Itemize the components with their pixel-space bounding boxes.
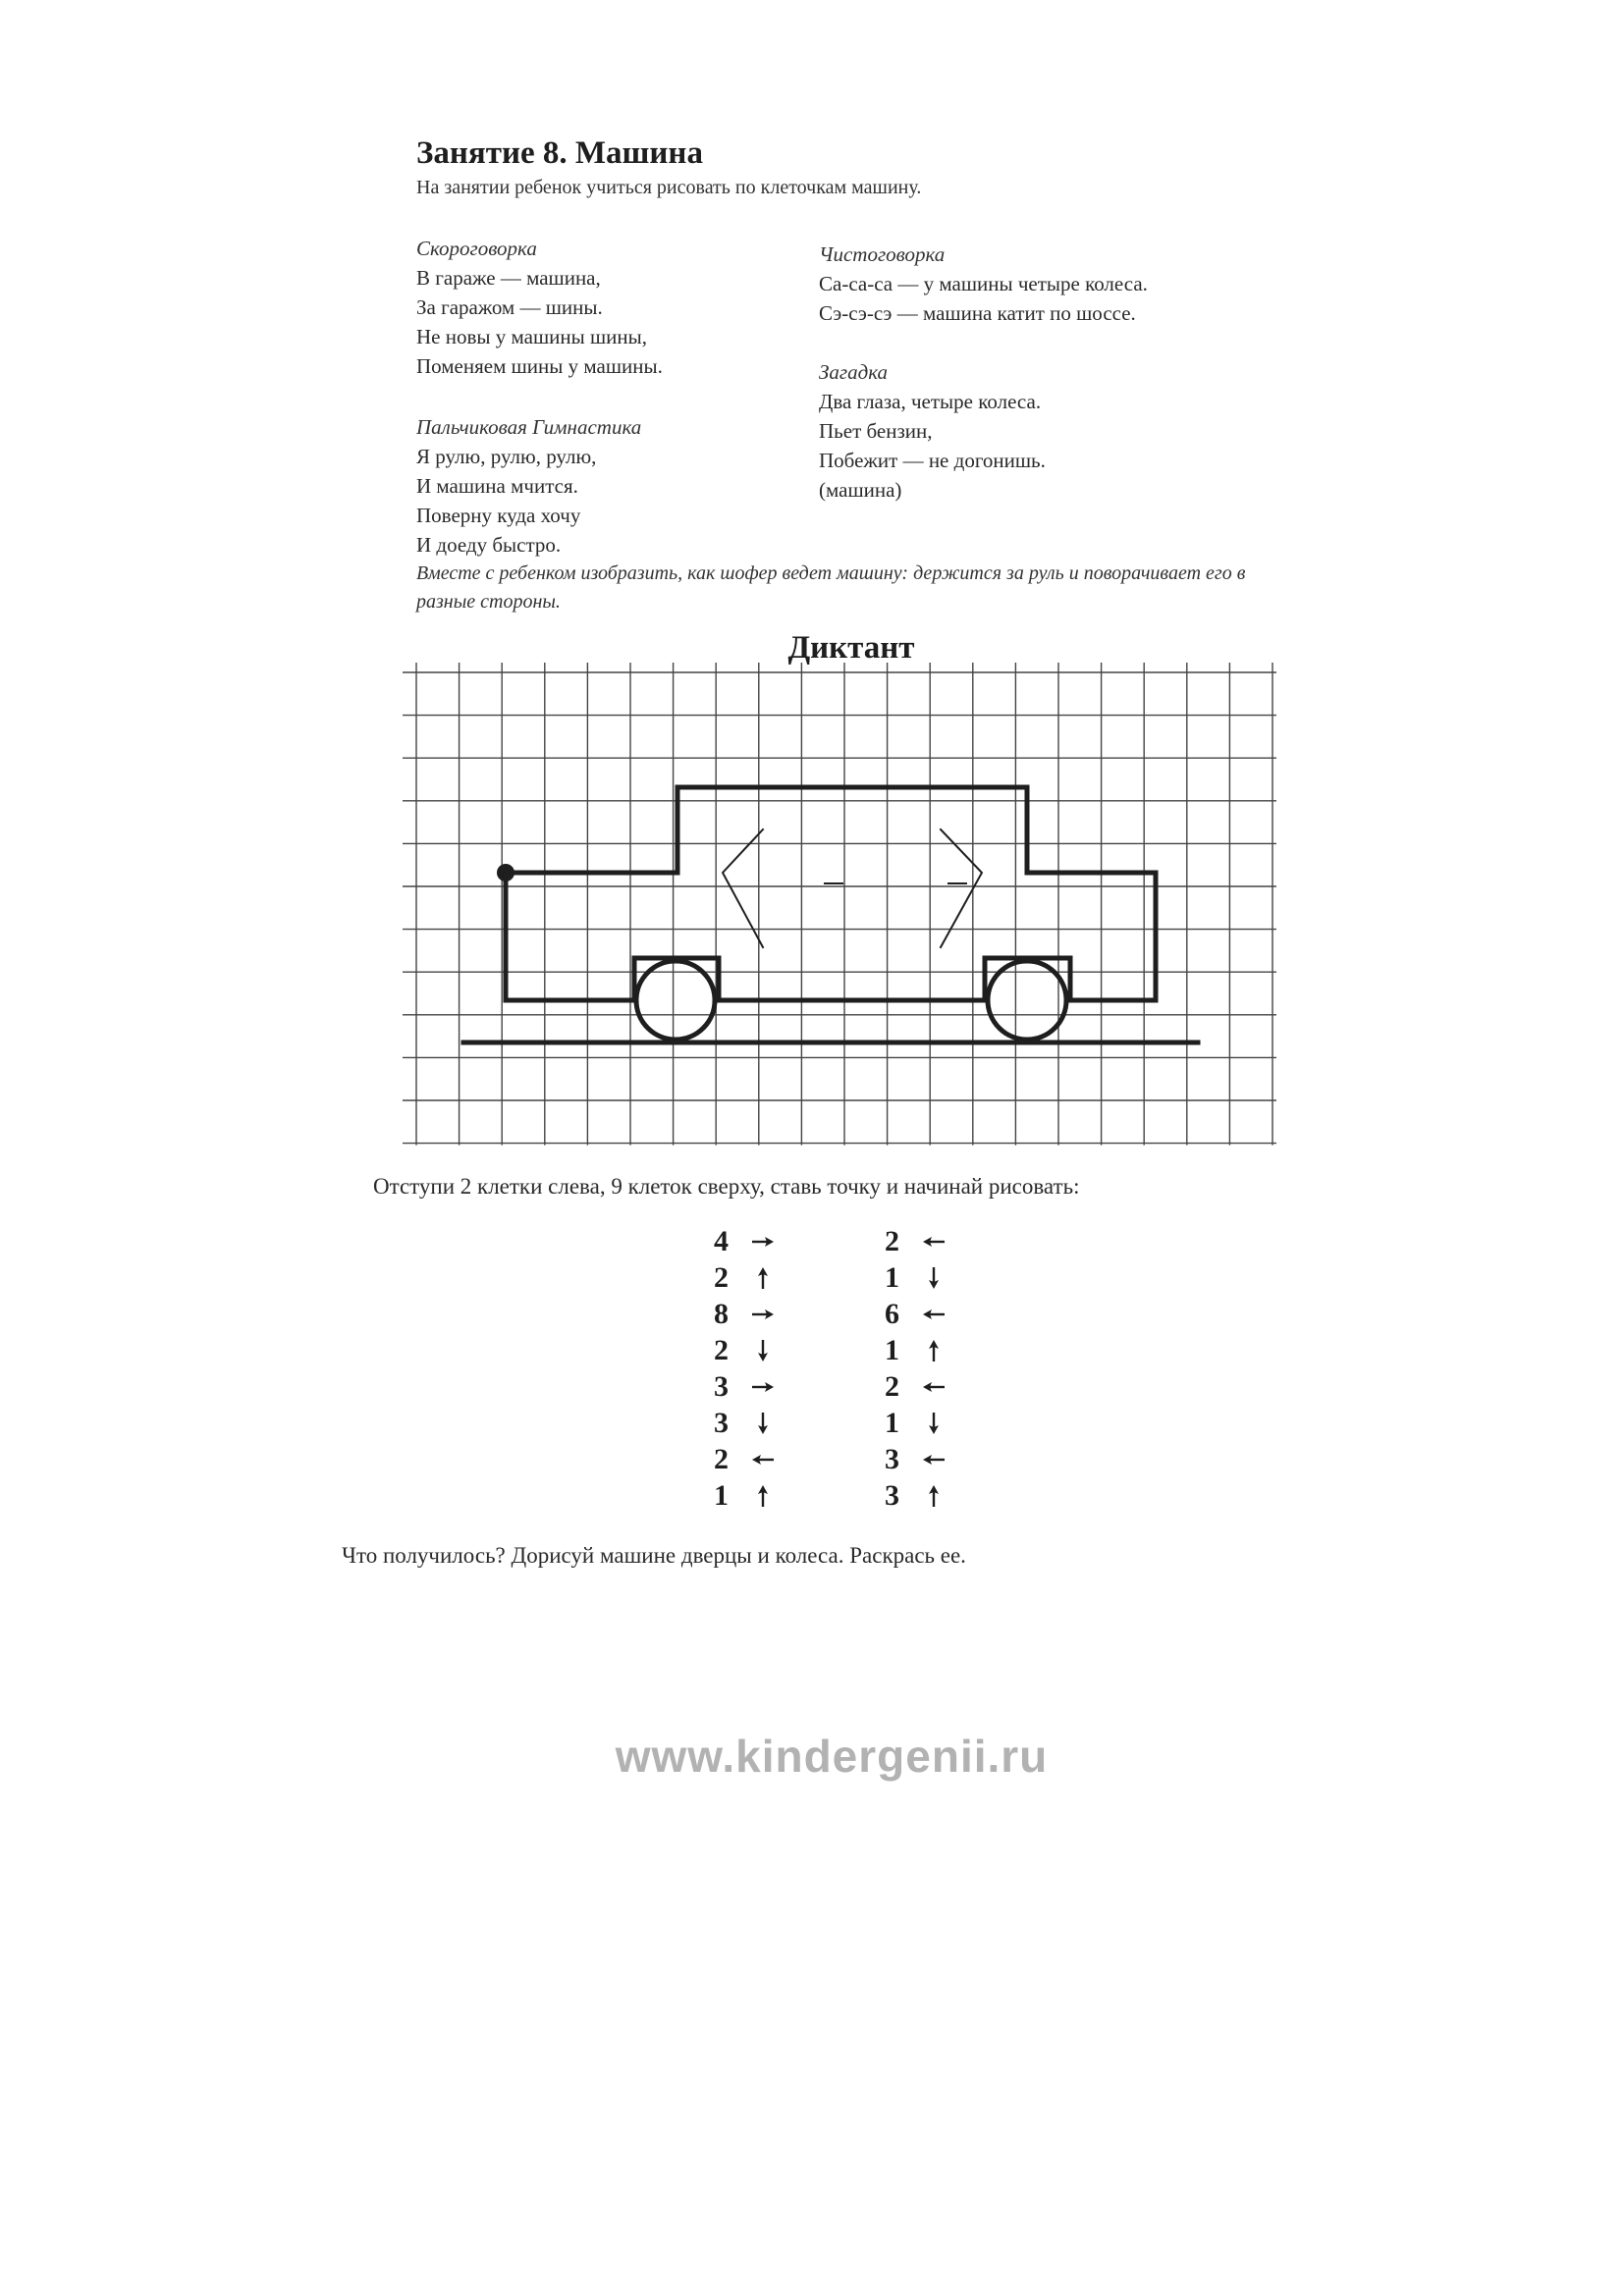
arrow-down-icon (750, 1411, 776, 1436)
tongue-twister-line: Не новы у машины шины, (416, 325, 647, 348)
front-wheel (636, 961, 715, 1040)
arrow-left-icon (921, 1374, 947, 1400)
arrow-left-icon (921, 1447, 947, 1472)
step-count: 2 (885, 1370, 899, 1403)
lesson-title: Занятие 8. Машина (416, 135, 703, 171)
pure-phrase-line: Сэ-сэ-сэ — машина катит по шоссе. (819, 301, 1136, 325)
step-count: 3 (885, 1479, 899, 1512)
dictation-instruction: Отступи 2 клетки слева, 9 клеток сверху, ставь точку и начинай рисовать: (373, 1174, 1080, 1199)
finger-gym-line: Я рулю, рулю, рулю, (416, 445, 597, 468)
lesson-intro: На занятии ребенок учиться рисовать по клеточкам машину. (416, 177, 922, 198)
pure-phrase-heading: Чистоговорка (819, 242, 946, 266)
step-count: 3 (885, 1443, 899, 1475)
arrow-left-icon (750, 1447, 776, 1472)
riddle-answer: (машина) (819, 478, 902, 502)
arrow-up-icon (921, 1338, 947, 1363)
finger-gym-line: Поверну куда хочу (416, 504, 581, 527)
dictation-question: Что получилось? Дорисуй машине дверцы и колеса. Раскрась ее. (342, 1543, 966, 1568)
riddle-line: Побежит — не догонишь. (819, 449, 1046, 472)
arrow-right-icon (750, 1374, 776, 1400)
arrow-right-icon (750, 1229, 776, 1255)
tongue-twister-line: В гараже — машина, (416, 266, 601, 290)
riddle-block (819, 357, 1046, 505)
site-watermark: www.kindergenii.ru (615, 1731, 1049, 1782)
activity-note: Вместе с ребенком изобразить, как шофер ведет машину: держится за руль и поворачивает его в разные стороны. (416, 562, 1246, 613)
step-count: 6 (885, 1298, 899, 1330)
step-count: 2 (714, 1443, 729, 1475)
step-count: 3 (714, 1370, 729, 1403)
riddle-line: Пьет бензин, (819, 419, 933, 443)
step-count: 2 (885, 1225, 899, 1257)
finger-gym-heading: Пальчиковая Гимнастика (416, 415, 642, 439)
start-point-marker (497, 864, 514, 881)
step-count: 1 (714, 1479, 729, 1512)
rear-wheel (988, 961, 1066, 1040)
tongue-twister-block (416, 234, 663, 381)
step-count: 1 (885, 1407, 899, 1439)
arrow-down-icon (921, 1265, 947, 1291)
pure-phrase-line: Са-са-са — у машины четыре колеса. (819, 272, 1148, 295)
steps-column-left (707, 1225, 785, 1520)
arrow-down-icon (750, 1338, 776, 1363)
step-count: 1 (885, 1334, 899, 1366)
step-count: 3 (714, 1407, 729, 1439)
finger-gym-block (416, 412, 641, 560)
dictation-grid (403, 663, 1276, 1153)
riddle-line: Два глаза, четыре колеса. (819, 390, 1042, 413)
step-count: 1 (885, 1261, 899, 1294)
tongue-twister-heading: Скороговорка (416, 237, 537, 260)
finger-gym-line: И доеду быстро. (416, 533, 562, 557)
riddle-heading: Загадка (819, 360, 889, 384)
arrow-left-icon (921, 1229, 947, 1255)
step-count: 8 (714, 1298, 729, 1330)
arrow-down-icon (921, 1411, 947, 1436)
arrow-right-icon (750, 1302, 776, 1327)
arrow-up-icon (750, 1265, 776, 1291)
steps-column-right (878, 1225, 956, 1520)
arrow-left-icon (921, 1302, 947, 1327)
tongue-twister-line: Поменяем шины у машины. (416, 354, 663, 378)
pure-phrase-block (819, 240, 1148, 328)
step-count: 2 (714, 1261, 729, 1294)
dictation-title: Диктант (787, 630, 915, 666)
step-count: 2 (714, 1334, 729, 1366)
grid-lines (403, 663, 1276, 1146)
tongue-twister-line: За гаражом — шины. (416, 295, 603, 319)
arrow-up-icon (750, 1483, 776, 1509)
finger-gym-line: И машина мчится. (416, 474, 578, 498)
car-drawing (463, 787, 1198, 1042)
arrow-up-icon (921, 1483, 947, 1509)
step-count: 4 (714, 1225, 729, 1257)
